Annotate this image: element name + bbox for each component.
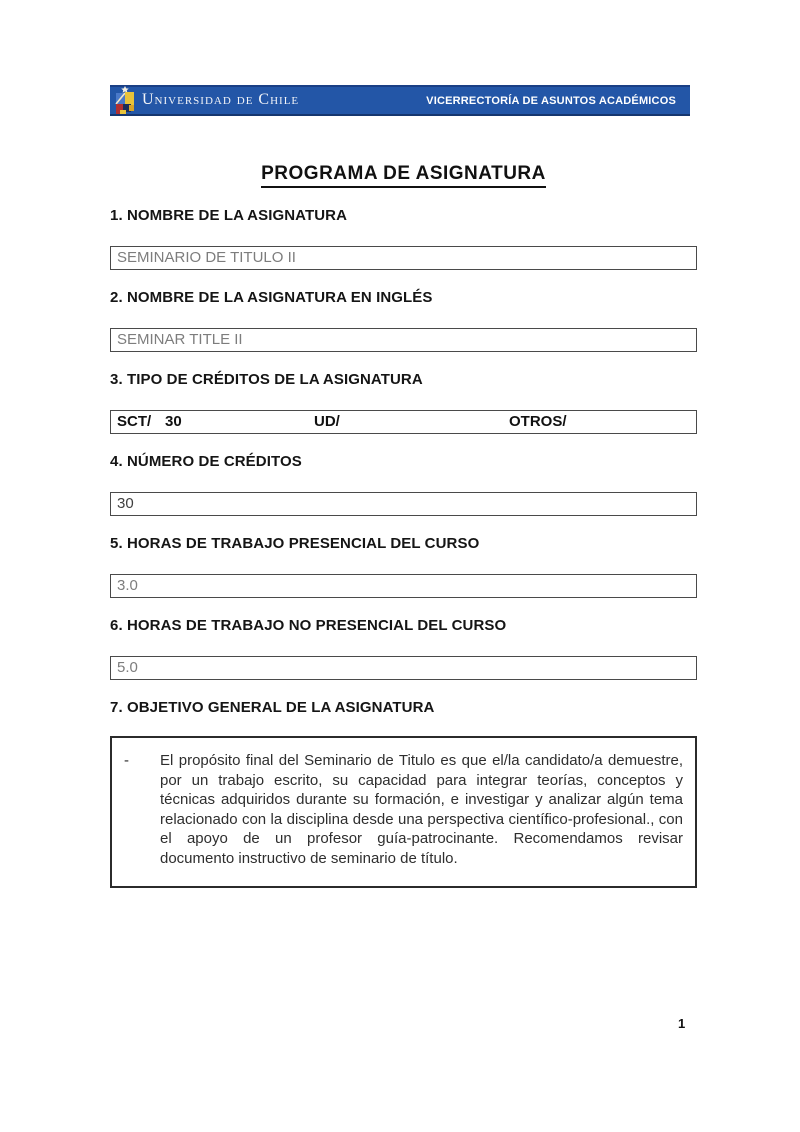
field-value: 30 xyxy=(117,495,134,512)
field-value: SEMINARIO DE TITULO II xyxy=(117,249,296,266)
field-horas-presencial xyxy=(110,574,697,598)
ud-label: UD/ xyxy=(314,413,340,430)
section-heading: 5. HORAS DE TRABAJO PRESENCIAL DEL CURSO xyxy=(110,535,480,552)
field-nombre-ingles xyxy=(110,328,697,352)
field-numero-creditos xyxy=(110,492,697,516)
field-objetivo-general xyxy=(110,736,697,888)
field-value: 5.0 xyxy=(117,659,138,676)
sct-label: SCT/ xyxy=(117,413,152,430)
section-horas-no-presencial xyxy=(110,618,697,680)
objective-paragraph: El propósito final del Seminario de Titulo es que el/la candidato/a demuestre, por un trabajo escrito, su capacidad para integrar teorías, conceptos y técnicas adquiridos durante su formación, e investigar y analizar algún tema relacionado con la disciplina desde una perspectiva científico-profesional., con el apoyo de un profesor guía-patrocinante. Recomendamos revisar documento instructivo de seminario de título. xyxy=(160,752,683,867)
section-heading: 1. NOMBRE DE LA ASIGNATURA xyxy=(110,207,348,224)
section-nombre-ingles xyxy=(110,290,697,352)
field-value: SEMINAR TITLE II xyxy=(117,331,243,348)
university-name: Universidad de Chile xyxy=(142,90,300,108)
field-tipo-creditos xyxy=(110,410,697,434)
section-heading: 6. HORAS DE TRABAJO NO PRESENCIAL DEL CURSO xyxy=(110,617,507,634)
university-crest-icon xyxy=(115,86,135,115)
section-heading: 4. NÚMERO DE CRÉDITOS xyxy=(110,453,302,470)
header-banner xyxy=(110,85,690,116)
section-heading: 7. OBJETIVO GENERAL DE LA ASIGNATURA xyxy=(110,699,435,716)
dash-bullet: - xyxy=(124,752,129,769)
section-objetivo-general xyxy=(110,700,697,888)
section-heading: 2. NOMBRE DE LA ASIGNATURA EN INGLÉS xyxy=(110,289,433,306)
section-tipo-creditos xyxy=(110,372,697,434)
field-value: 3.0 xyxy=(117,577,138,594)
section-nombre-asignatura xyxy=(110,208,697,270)
header-department-label: VICERRECTORÍA DE ASUNTOS ACADÉMICOS xyxy=(426,94,676,107)
otros-label: OTROS/ xyxy=(509,413,567,430)
sct-value: 30 xyxy=(165,413,182,430)
header-brand-group xyxy=(115,87,299,114)
title-row xyxy=(110,163,697,188)
field-nombre-asignatura xyxy=(110,246,697,270)
section-numero-creditos xyxy=(110,454,697,516)
document-title: PROGRAMA DE ASIGNATURA xyxy=(261,163,546,188)
page-number: 1 xyxy=(678,1016,686,1031)
section-heading: 3. TIPO DE CRÉDITOS DE LA ASIGNATURA xyxy=(110,371,423,388)
section-horas-presencial xyxy=(110,536,697,598)
field-horas-no-presencial xyxy=(110,656,697,680)
